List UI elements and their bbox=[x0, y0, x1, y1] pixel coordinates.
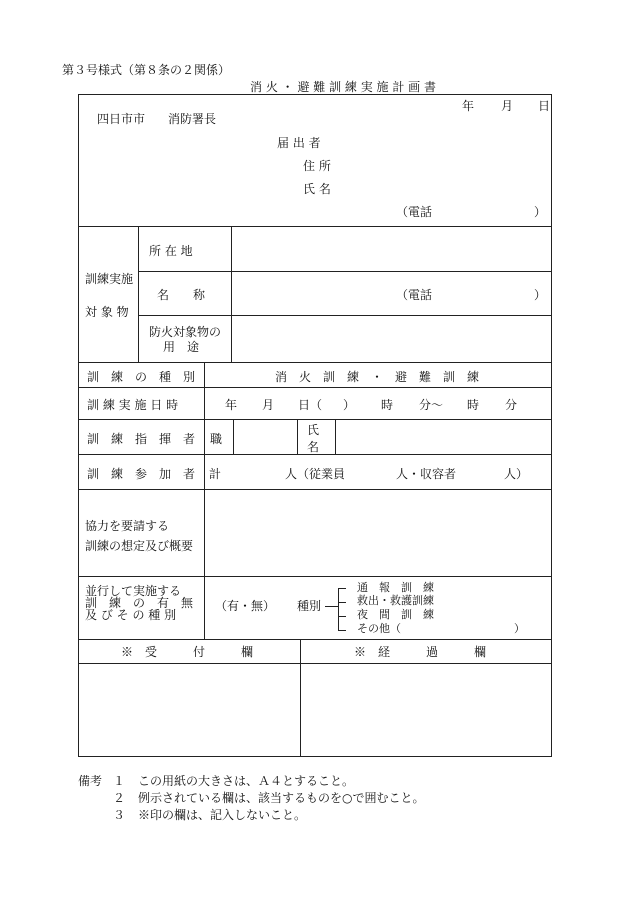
phone-open: （電話 bbox=[396, 205, 433, 219]
date-month-label: 月 bbox=[501, 99, 514, 113]
addressee-title: 消防署長 bbox=[168, 112, 217, 126]
object-name-label: 名 称 bbox=[157, 288, 206, 302]
notifier-label: 届 出 者 bbox=[277, 136, 321, 150]
commander-name-1: 氏 bbox=[307, 423, 320, 437]
cooperation-label-2: 訓練の想定及び概要 bbox=[85, 539, 194, 553]
divider bbox=[231, 226, 232, 362]
divider bbox=[79, 387, 551, 388]
divider bbox=[138, 315, 551, 316]
usage-label-1: 防火対象物の bbox=[149, 325, 222, 339]
progress-label: ※ 経 過 欄 bbox=[354, 645, 487, 659]
name-label: 氏 名 bbox=[303, 182, 331, 196]
note-num-3: ３ bbox=[113, 808, 126, 822]
dt-minute2: 分 bbox=[505, 398, 518, 412]
address-label: 住 所 bbox=[303, 159, 331, 173]
divider bbox=[79, 419, 551, 420]
datetime-label: 訓 練 実 施 日 時 bbox=[87, 398, 179, 412]
divider bbox=[79, 489, 551, 490]
commander-label: 訓 練 指 揮 者 bbox=[87, 432, 196, 446]
participants-people: 人（従業員 bbox=[285, 467, 346, 481]
note-text-1: この用紙の大きさは、Ａ４とすること。 bbox=[138, 774, 355, 788]
bracket-line bbox=[338, 630, 346, 631]
dt-minute-from: 分〜 bbox=[419, 398, 444, 412]
dt-year: 年 bbox=[225, 398, 238, 412]
divider bbox=[79, 454, 551, 455]
date-day-label: 日 bbox=[538, 99, 551, 113]
divider bbox=[300, 639, 301, 756]
participants-total: 計 bbox=[209, 467, 222, 481]
dt-hour2: 時 bbox=[467, 398, 480, 412]
type-value: 消 火 訓 練 ・ 避 難 訓 練 bbox=[275, 370, 480, 384]
note-text-2: 例示されている欄は、該当するものを○で囲むこと。 bbox=[138, 791, 425, 805]
participants-staff-unit: 人・収容者 bbox=[396, 467, 457, 481]
form-title: 消 火 ・ 避 難 訓 練 実 施 計 画 書 bbox=[250, 80, 436, 94]
note-num-2: ２ bbox=[113, 791, 126, 805]
commander-post: 職 bbox=[210, 432, 223, 446]
divider bbox=[233, 419, 234, 454]
type-label: 訓 練 の 種 別 bbox=[87, 370, 196, 384]
cooperation-label-1: 協力を要請する bbox=[85, 519, 170, 533]
parallel-other-close: ） bbox=[514, 622, 525, 635]
bracket-line bbox=[338, 602, 346, 603]
parallel-label-2: 訓 練 の 有 無 bbox=[85, 596, 194, 610]
dt-month: 月 bbox=[262, 398, 275, 412]
parallel-option-1: 通 報 訓 練 bbox=[357, 581, 434, 594]
participants-guest-unit: 人） bbox=[504, 467, 529, 481]
participants-label: 訓 練 参 加 者 bbox=[87, 467, 196, 481]
bracket-line bbox=[338, 588, 346, 589]
parallel-option-4: その他（ bbox=[357, 622, 401, 635]
dt-paren-close: ） bbox=[343, 398, 356, 412]
divider bbox=[79, 362, 551, 363]
phone-close: ） bbox=[534, 205, 547, 219]
divider bbox=[138, 271, 551, 272]
object-phone-open: （電話 bbox=[396, 288, 433, 302]
divider bbox=[335, 419, 336, 454]
bracket-line bbox=[325, 606, 338, 607]
target-label-2: 対 象 物 bbox=[85, 305, 129, 319]
divider bbox=[79, 663, 551, 664]
divider bbox=[297, 419, 298, 454]
note-text-3: ※印の欄は、記入しないこと。 bbox=[138, 808, 307, 822]
parallel-label-1: 並行して実施する bbox=[85, 584, 182, 598]
dt-hour: 時 bbox=[381, 398, 394, 412]
divider bbox=[79, 639, 551, 640]
divider bbox=[204, 362, 205, 639]
divider bbox=[138, 226, 139, 362]
notes-heading: 備考 bbox=[78, 774, 103, 788]
bracket-line bbox=[338, 588, 339, 630]
parallel-option-2: 救出・救護訓練 bbox=[357, 594, 434, 607]
commander-name-2: 名 bbox=[307, 440, 320, 454]
parallel-option-3: 夜 間 訓 練 bbox=[357, 608, 434, 621]
parallel-label-3: 及 び そ の 種 別 bbox=[85, 608, 177, 622]
date-year-label: 年 bbox=[462, 99, 475, 113]
divider bbox=[79, 576, 551, 577]
note-num-1: １ bbox=[113, 774, 126, 788]
parallel-type-label: 種別 bbox=[297, 599, 322, 613]
reception-label: ※ 受 付 欄 bbox=[121, 645, 254, 659]
application-form bbox=[78, 94, 552, 757]
addressee-city: 四日市市 bbox=[97, 112, 146, 126]
form-number: 第３号様式（第８条の２関係） bbox=[62, 63, 231, 77]
divider bbox=[79, 226, 551, 227]
object-phone-close: ） bbox=[534, 288, 547, 302]
bracket-line bbox=[338, 616, 346, 617]
location-label: 所 在 地 bbox=[149, 244, 193, 258]
target-label-1: 訓練実施 bbox=[85, 272, 134, 286]
parallel-yesno: （有・無） bbox=[215, 599, 276, 613]
usage-label-2: 用 途 bbox=[163, 340, 200, 354]
dt-day: 日（ bbox=[298, 398, 323, 412]
